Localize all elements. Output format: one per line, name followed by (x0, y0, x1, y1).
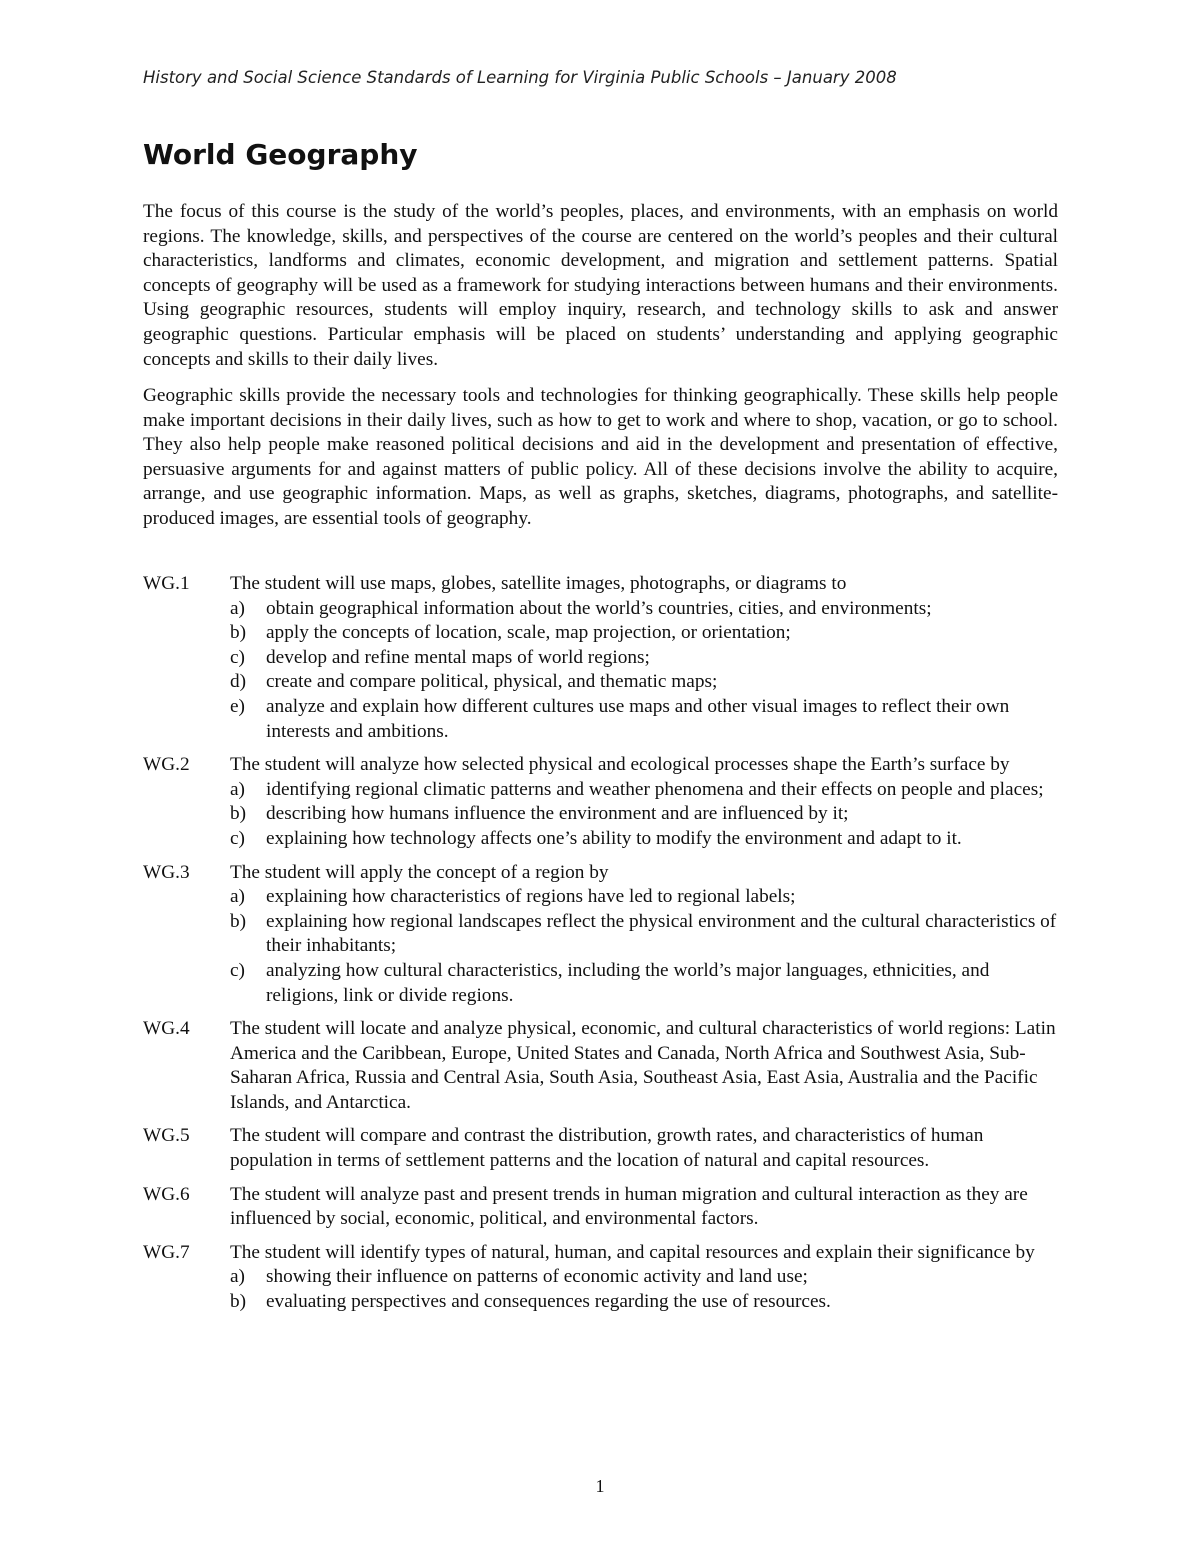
standard-entry (143, 1017, 1063, 1115)
standard-code: WG.1 (143, 573, 190, 594)
item-letter: b) (230, 622, 247, 644)
standard-body (230, 1124, 1063, 1173)
standard-items (230, 885, 1063, 1008)
list-item (230, 621, 1063, 646)
standard-code: WG.6 (143, 1183, 190, 1205)
item-text: describing how humans influence the environment and are influenced by it; (266, 803, 849, 825)
standard-items (230, 597, 1063, 745)
item-letter: c) (230, 646, 245, 668)
page-title: World Geography (143, 138, 418, 171)
list-item (230, 597, 1063, 622)
list-item (230, 695, 1063, 744)
intro-paragraph: The focus of this course is the study of the world’s peoples, places, and environments, with an emphasis on world regions. The knowledge, skills, and perspectives of the course are centered on the world’s peoples and their cultural characteristics, landforms and climates, economic development, and migration and settlement patterns. Spatial concepts of geography will be used as a framework for studying interactions between humans and their environments. Using geographic resources, students will employ inquiry, research, and technology skills to ask and answer geographic questions. Particular emphasis will be placed on students’ understanding and applying geographic concepts and skills to their daily lives. (143, 201, 1058, 370)
standard-entry (143, 1183, 1063, 1232)
standard-text: The student will locate and analyze physical, economic, and cultural characteristics of world regions: Latin America and the Caribbean, Europe, United States and Canada, North Africa and Southwest Asia, Sub-Saharan Africa, Russia and Central Asia, South Asia, Southeast Asia, East Asia, Australia and the Pacific Islands, and Antarctica. (230, 1018, 1056, 1113)
standard-items (230, 778, 1063, 852)
item-text: identifying regional climatic patterns and weather phenomena and their effects on people and places; (266, 778, 1044, 800)
list-item (230, 778, 1063, 803)
standard-body (230, 1241, 1063, 1315)
standard-body (230, 753, 1063, 851)
standard-entry (143, 572, 1063, 744)
standards-list (143, 572, 1063, 1324)
item-text: analyzing how cultural characteristics, including the world’s major languages, ethnicities, and religions, link or divide regions. (266, 959, 990, 1006)
standard-body (230, 572, 1063, 744)
list-item (230, 959, 1063, 1008)
list-item (230, 910, 1063, 959)
list-item (230, 1265, 1063, 1290)
standard-code: WG.4 (143, 1018, 190, 1040)
item-letter: a) (230, 886, 245, 908)
item-text: showing their influence on patterns of economic activity and land use; (266, 1266, 808, 1288)
item-text: explaining how characteristics of regions have led to regional labels; (266, 886, 796, 908)
running-header: History and Social Science Standards of Learning for Virginia Public Schools – January 2008 (143, 68, 897, 87)
standard-entry (143, 1124, 1063, 1173)
item-letter: a) (230, 597, 245, 619)
item-letter: d) (230, 671, 247, 693)
list-item (230, 802, 1063, 827)
standard-code: WG.3 (143, 861, 190, 883)
standard-code: WG.5 (143, 1125, 190, 1147)
list-item (230, 885, 1063, 910)
item-letter: b) (230, 910, 247, 932)
item-letter: a) (230, 1266, 245, 1288)
item-letter: c) (230, 827, 245, 849)
standard-body (230, 1183, 1063, 1232)
standard-text: The student will identify types of natural, human, and capital resources and explain their significance by (230, 1241, 1035, 1263)
list-item (230, 670, 1063, 695)
standard-entry (143, 1241, 1063, 1315)
standard-items (230, 1265, 1063, 1314)
standard-body (230, 1017, 1063, 1115)
item-letter: b) (230, 1291, 247, 1313)
item-letter: c) (230, 959, 245, 981)
list-item (230, 827, 1063, 852)
page-number: 1 (595, 1476, 605, 1496)
standard-entry (143, 753, 1063, 851)
item-letter: a) (230, 778, 245, 800)
item-text: explaining how regional landscapes reflect the physical environment and the cultural characteristics of their inhabitants; (266, 910, 1057, 957)
item-letter: b) (230, 803, 247, 825)
item-text: obtain geographical information about the world’s countries, cities, and environments; (266, 597, 932, 619)
list-item (230, 1290, 1063, 1315)
standard-text: The student will apply the concept of a region by (230, 861, 609, 883)
item-text: develop and refine mental maps of world regions; (266, 646, 650, 668)
standard-text: The student will use maps, globes, satellite images, photographs, or diagrams to (230, 573, 847, 594)
standard-text: The student will analyze past and present trends in human migration and cultural interaction as they are influenced by social, economic, political, and environmental factors. (230, 1183, 1028, 1230)
standard-entry (143, 861, 1063, 1009)
item-text: evaluating perspectives and consequences regarding the use of resources. (266, 1291, 831, 1313)
item-text: analyze and explain how different cultures use maps and other visual images to reflect their own interests and ambitions. (266, 695, 1010, 742)
item-text: explaining how technology affects one’s ability to modify the environment and adapt to it. (266, 827, 962, 849)
item-text: apply the concepts of location, scale, map projection, or orientation; (266, 622, 791, 644)
standard-body (230, 861, 1063, 1009)
list-item (230, 646, 1063, 671)
item-text: create and compare political, physical, and thematic maps; (266, 671, 718, 693)
standard-code: WG.7 (143, 1241, 190, 1263)
standard-code: WG.2 (143, 754, 190, 776)
standard-text: The student will compare and contrast the distribution, growth rates, and characteristics of human population in terms of settlement patterns and the location of natural and capital resources. (230, 1125, 984, 1172)
standard-text: The student will analyze how selected physical and ecological processes shape the Earth’s surface by (230, 754, 1010, 776)
intro-paragraph: Geographic skills provide the necessary tools and technologies for thinking geographically. These skills help people make important decisions in their daily lives, such as how to get to work and where to shop, vacation, or go to school. They also help people make reasoned political decisions and aid in the development and presentation of effective, persuasive arguments for and against matters of public policy. All of these decisions involve the ability to acquire, arrange, and use geographic information. Maps, as well as graphs, sketches, diagrams, photographs, and satellite-produced images, are essential tools of geography. (143, 385, 1058, 529)
item-letter: e) (230, 695, 245, 717)
